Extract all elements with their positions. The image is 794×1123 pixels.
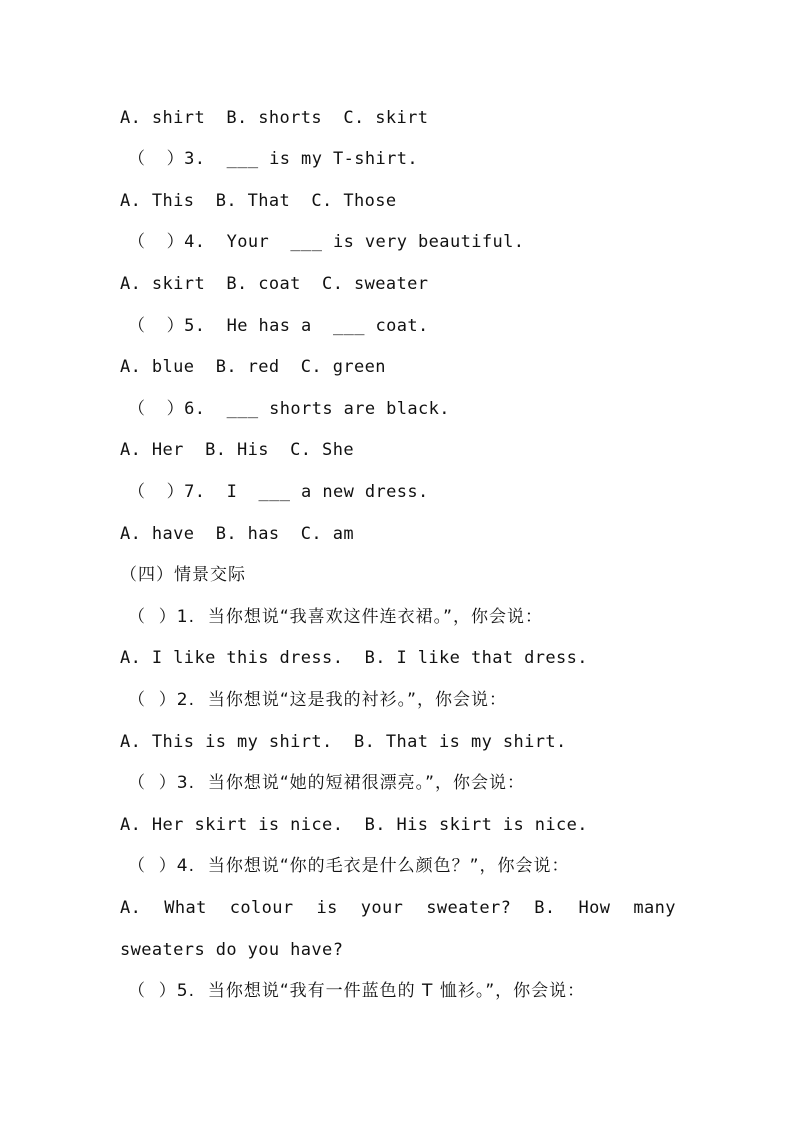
situation-4: （ ）4. 当你想说“你的毛衣是什么颜色？”，你会说：	[128, 856, 570, 876]
options-s4-line1	[120, 897, 676, 919]
situation-1: （ ）1. 当你想说“我喜欢这件连衣裙。”，你会说：	[128, 607, 543, 627]
options-q7: A. have B. has C. am	[120, 524, 354, 544]
word: colour	[229, 898, 294, 918]
options-s2: A. This is my shirt. B. That is my shirt.	[120, 732, 567, 752]
word: What	[164, 898, 207, 918]
word: A.	[120, 898, 142, 918]
options-s1: A. I like this dress. B. I like that dress.	[120, 648, 588, 668]
options-q5: A. blue B. red C. green	[120, 357, 386, 377]
section-heading: （四）情景交际	[120, 565, 246, 585]
question-6: （ ）6. ___ shorts are black.	[128, 399, 450, 419]
options-q3: A. This B. That C. Those	[120, 191, 397, 211]
options-s4-line2: sweaters do you have?	[120, 940, 344, 960]
situation-5: （ ）5. 当你想说“我有一件蓝色的 T 恤衫。”，你会说：	[128, 981, 586, 1001]
question-5: （ ）5. He has a ___ coat.	[128, 316, 429, 336]
options-q4: A. skirt B. coat C. sweater	[120, 274, 429, 294]
word: How	[578, 898, 611, 918]
word: sweater?	[426, 898, 512, 918]
question-3: （ ）3. ___ is my T-shirt.	[128, 149, 419, 169]
situation-3: （ ）3. 当你想说“她的短裙很漂亮。”，你会说：	[128, 773, 525, 793]
word: your	[360, 898, 404, 918]
situation-2: （ ）2. 当你想说“这是我的衬衫。”，你会说：	[128, 690, 507, 710]
word: many	[633, 898, 676, 918]
word: is	[316, 898, 338, 918]
options-q6: A. Her B. His C. She	[120, 440, 354, 460]
question-4: （ ）4. Your ___ is very beautiful.	[128, 232, 525, 252]
options-q2: A. shirt B. shorts C. skirt	[120, 108, 429, 128]
options-s3: A. Her skirt is nice. B. His skirt is nice.	[120, 815, 588, 835]
word: B.	[534, 898, 556, 918]
question-7: （ ）7. I ___ a new dress.	[128, 482, 429, 502]
